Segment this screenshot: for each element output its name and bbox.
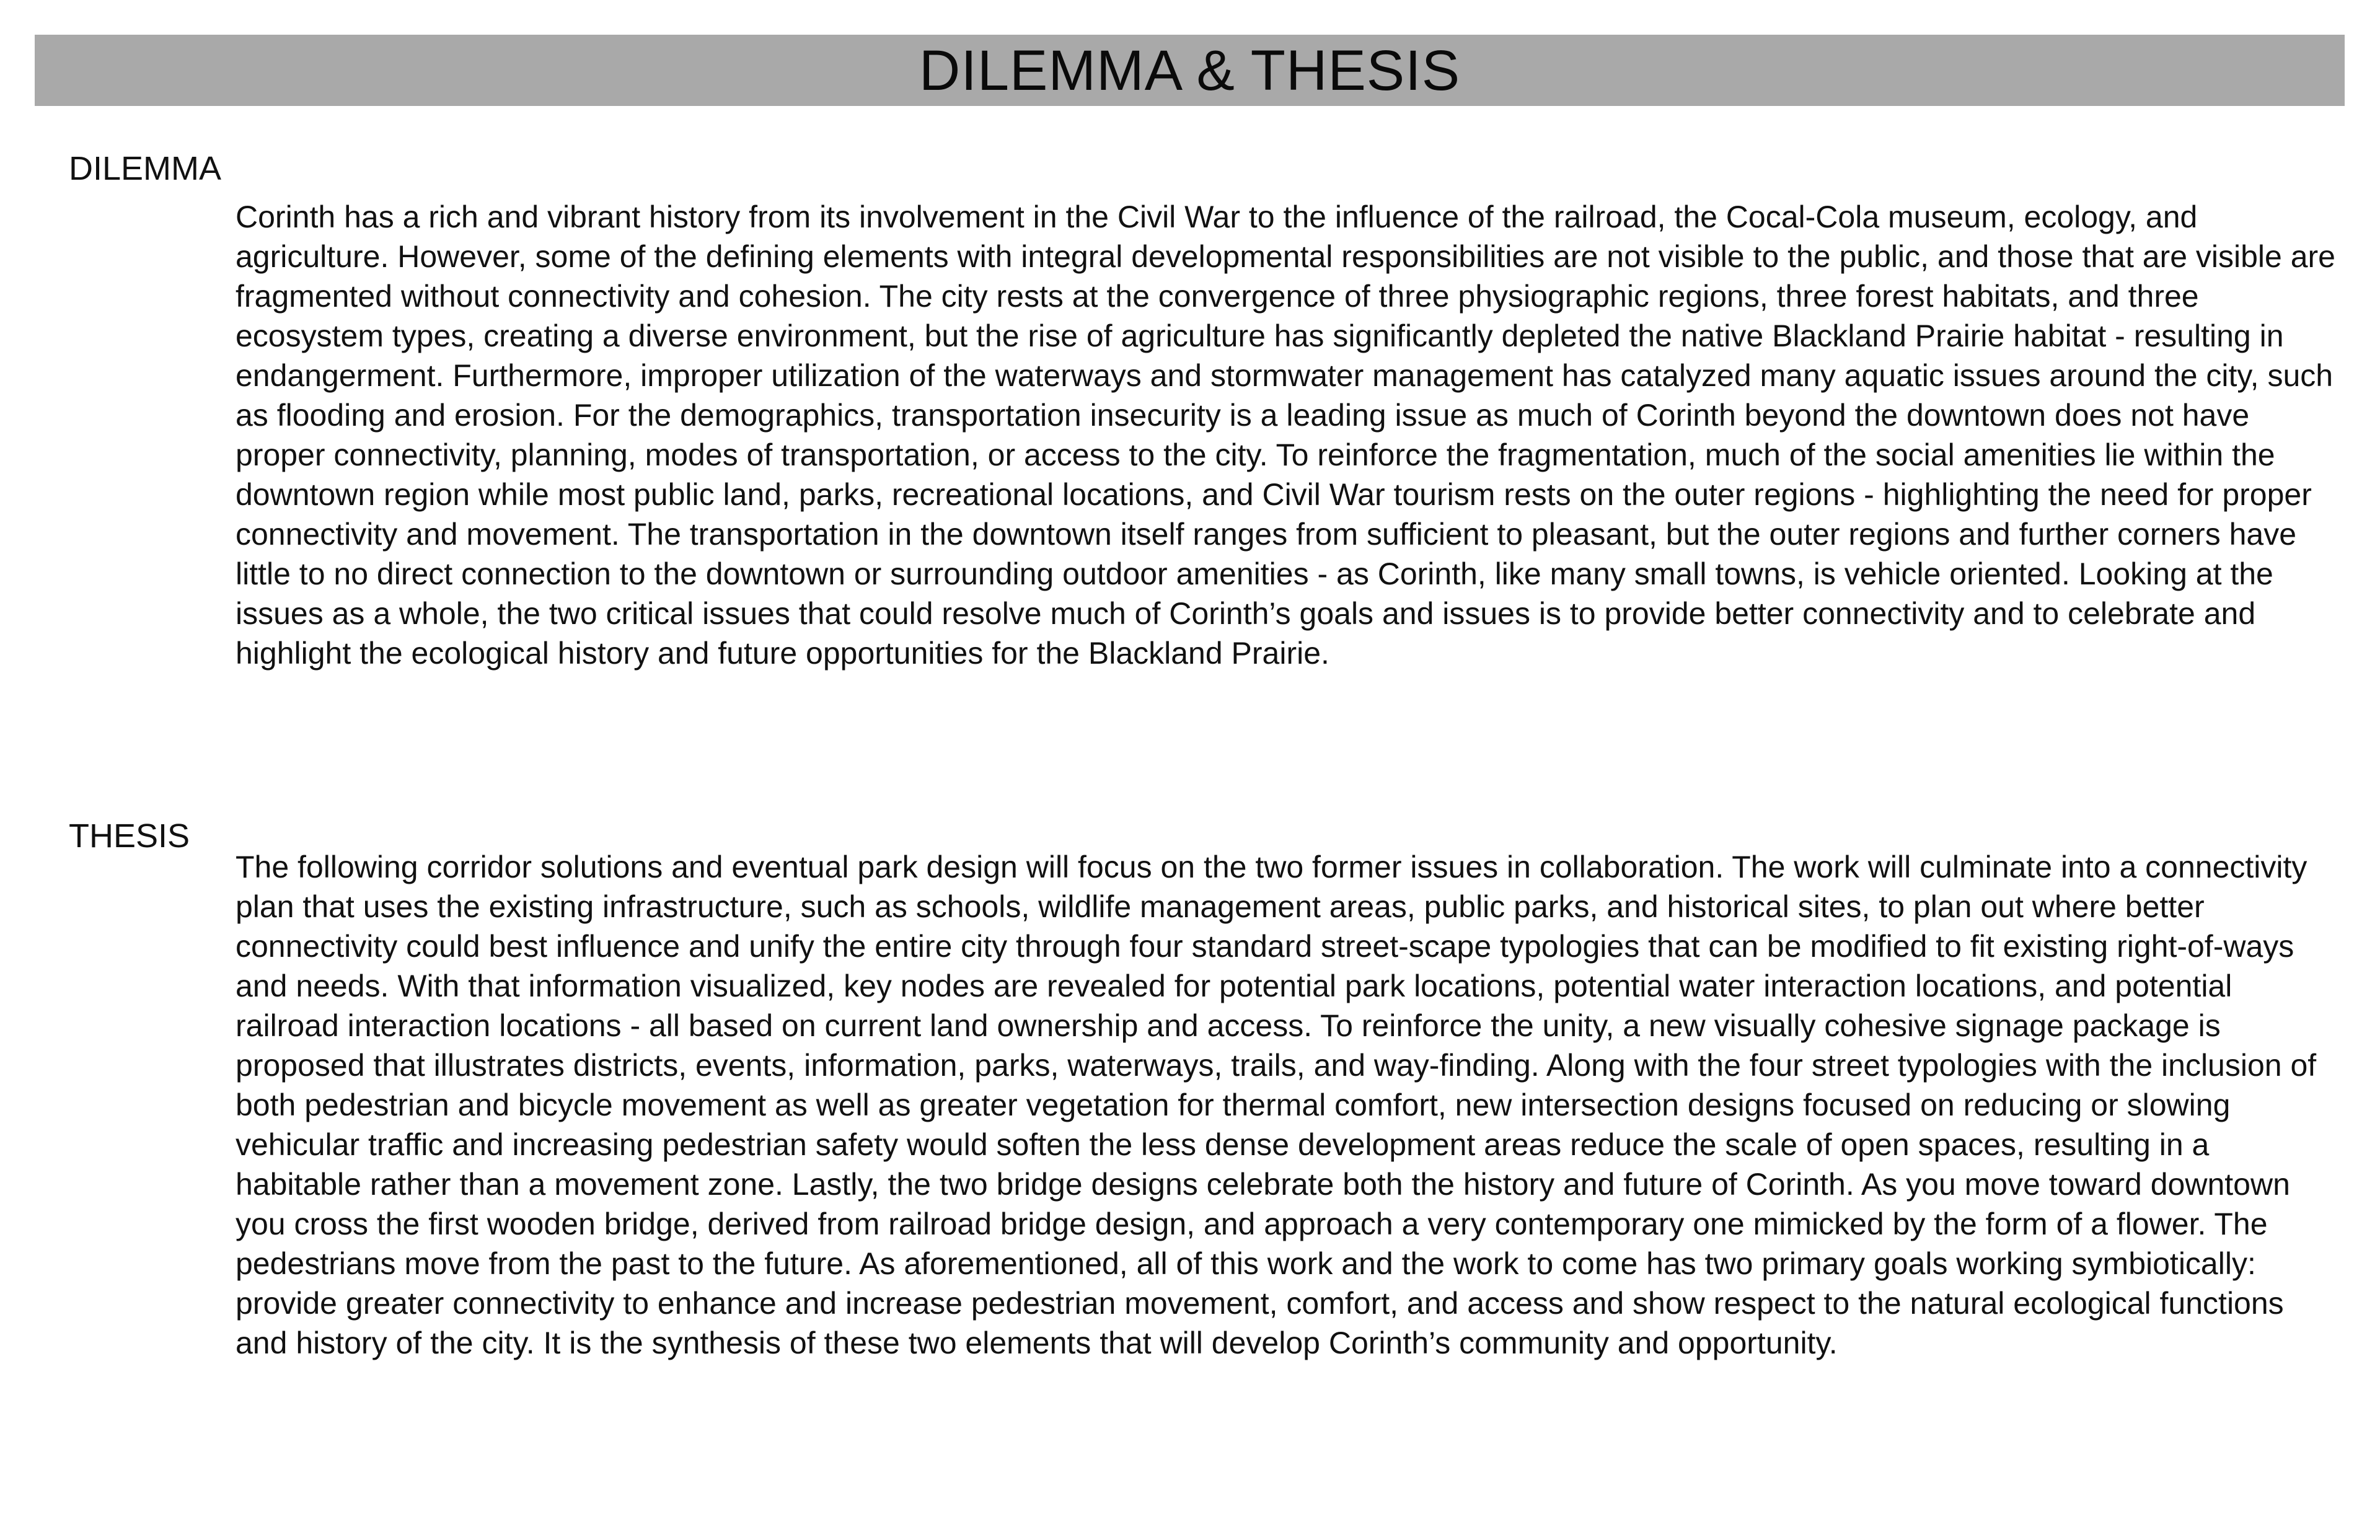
page-title: DILEMMA & THESIS — [919, 38, 1461, 102]
dilemma-body: Corinth has a rich and vibrant history from its involvement in the Civil War to the influence of the railroad, the Cocal-Cola museum, ecology, and agriculture. However, some of the defining elements with integral developmental responsibilities are not visible to the public, and those that are visible are fragmented without connectivity and cohesion. The city rests at the convergence of three physiographic regions, three forest habitats, and three ecosystem types, creating a diverse environment, but the rise of agriculture has significantly depleted the native Blackland Prairie habitat - resulting in endangerment. Furthermore, improper utilization of the waterways and stormwater management has catalyzed many aquatic issues around the city, such as flooding and erosion. For the demographics, transportation insecurity is a leading issue as much of Corinth beyond the downtown does not have proper connectivity, planning, modes of transportation, or access to the city. To reinforce the fragmentation, much of the social amenities lie within the downtown region while most public land, parks, recreational locations, and Civil War tourism rests on the outer regions - highlighting the need for proper connectivity and movement. The transportation in the downtown itself ranges from sufficient to pleasant, but the outer regions and further corners have little to no direct connection to the downtown or surrounding outdoor amenities - as Corinth, like many small towns, is vehicle oriented. Looking at the issues as a whole, the two critical issues that could resolve much of Corinth’s goals and issues is to provide better connectivity and to celebrate and highlight the ecological history and future opportunities for the Blackland Prairie. — [236, 200, 2335, 671]
dilemma-heading: DILEMMA — [69, 150, 222, 187]
title-bar — [35, 35, 2345, 106]
thesis-body: The following corridor solutions and eventual park design will focus on the two former issues in collaboration. The work will culminate into a connectivity plan that uses the existing infrastructure, such as schools, wildlife management areas, public parks, and historical sites, to plan out where better connectivity could best influence and unify the entire city through four standard street-scape typologies that can be modified to fit existing right-of-ways and needs. With that information visualized, key nodes are revealed for potential park locations, potential water interaction locations, and potential railroad interaction locations - all based on current land ownership and access. To reinforce the unity, a new visually cohesive signage package is proposed that illustrates districts, events, information, parks, waterways, trails, and way-finding. Along with the four street typologies with the inclusion of both pedestrian and bicycle movement as well as greater vegetation for thermal comfort, new intersection designs focused on reducing or slowing vehicular traffic and increasing pedestrian safety would soften the less dense development areas reduce the scale of open spaces, resulting in a habitable rather than a movement zone. Lastly, the two bridge designs celebrate both the history and future of Corinth. As you move toward downtown you cross the first wooden bridge, derived from railroad bridge design, and approach a very contemporary one mimicked by the form of a flower. The pedestrians move from the past to the future. As aforementioned, all of this work and the work to come has two primary goals working symbiotically: provide greater connectivity to enhance and increase pedestrian movement, comfort, and access and show respect to the natural ecological functions and history of the city. It is the synthesis of these two elements that will develop Corinth’s community and opportunity. — [236, 850, 2317, 1360]
thesis-heading: THESIS — [69, 817, 190, 855]
